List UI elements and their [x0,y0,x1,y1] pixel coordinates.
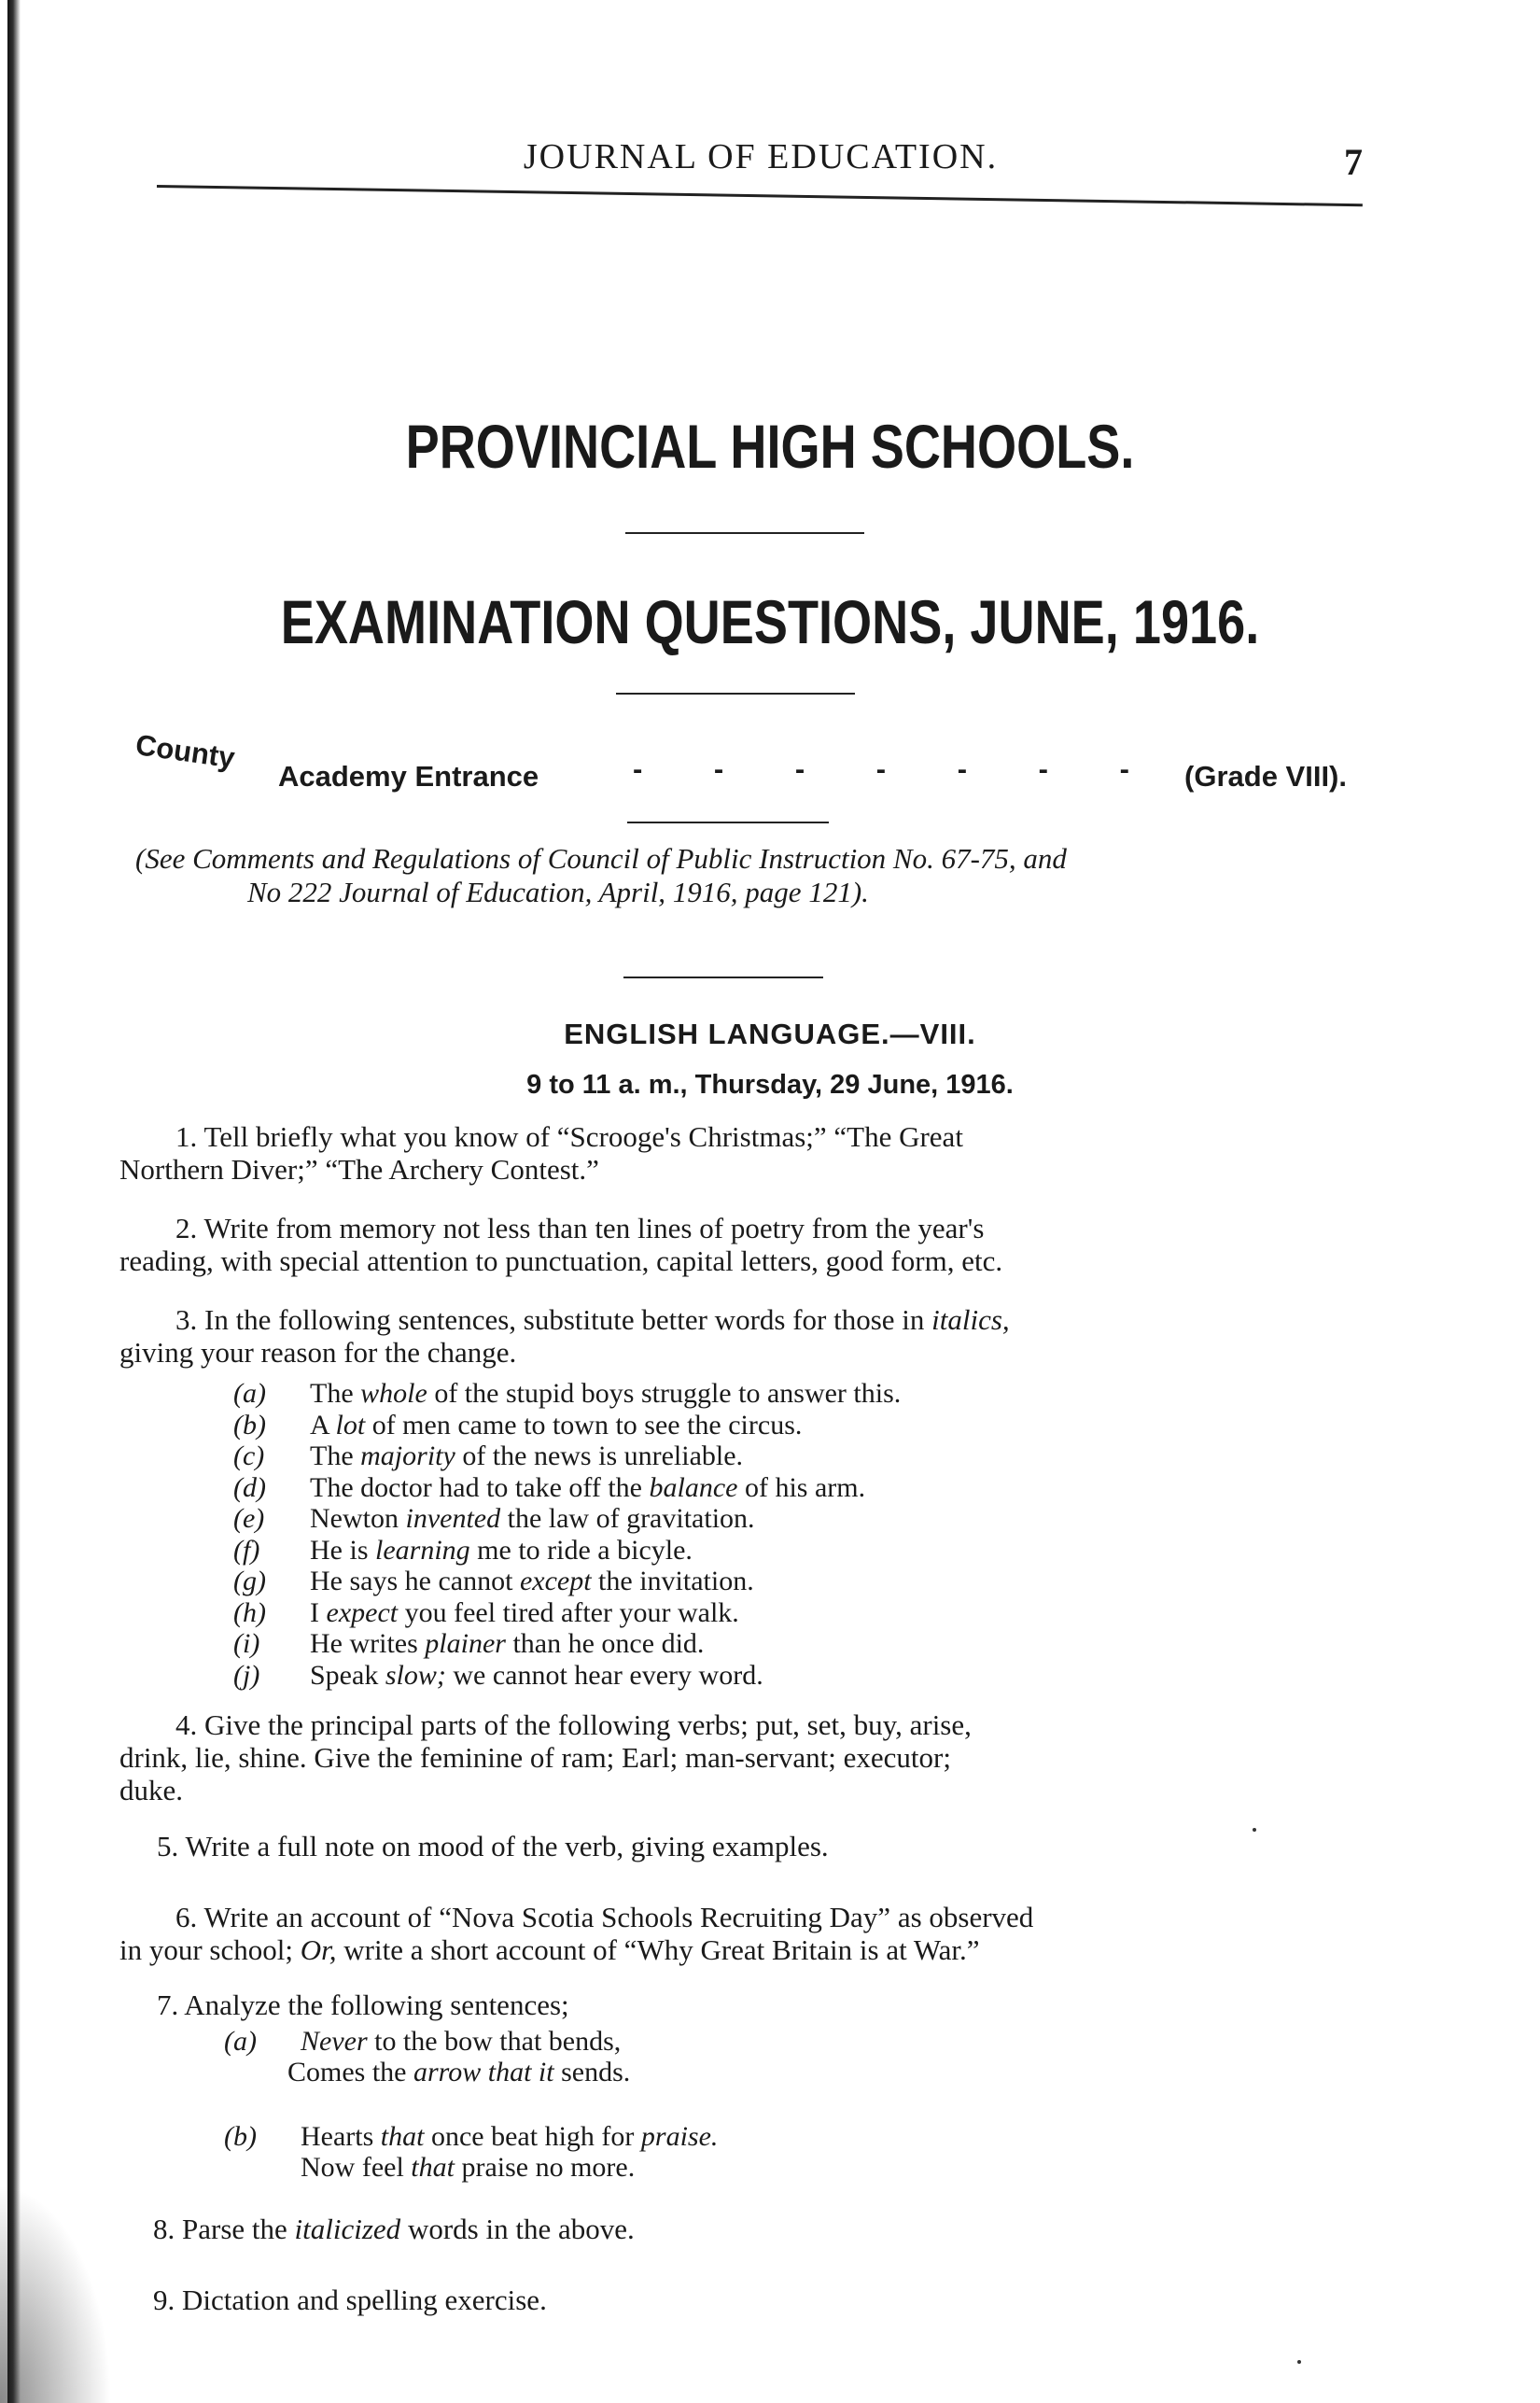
verse-line [224,2121,1251,2152]
question-text: write a short account of “Why Great Britain is at War.” [336,1933,980,1966]
verse-line [224,2057,1251,2087]
sentence-item [233,1566,1260,1596]
item-text: I [310,1596,327,1628]
divider-rule [616,693,855,695]
italic-word: majority [360,1440,455,1471]
sentence-item [233,1535,1260,1566]
question-3 [119,1303,1344,1369]
item-letter: (c) [233,1440,265,1471]
italic-word: Or, [300,1933,337,1966]
question-line [119,2213,1344,2245]
item-text: of the news is unreliable. [455,1440,744,1471]
question-text: in your school; [119,1933,301,1966]
item-text: the invitation. [591,1566,754,1596]
dot-leader: - - - - - - - [633,752,1161,785]
grade-label-entrance: Academy Entrance [278,760,539,793]
item-letter: (b) [233,1409,266,1440]
subject-heading: ENGLISH LANGUAGE.—VIII. [564,1018,976,1050]
item-text: the law of gravitation. [500,1503,755,1534]
question-line: 6. Write an account of “Nova Scotia Schools Recruiting Day” as observed [175,1901,1034,1933]
sentence-item [233,1503,1260,1534]
question-line [119,2284,1344,2316]
item-letter: (d) [233,1471,266,1503]
grade-value: (Grade VIII). [1184,760,1347,793]
item-text: you feel tired after your walk. [398,1596,739,1628]
item-letter: (i) [233,1628,260,1659]
question-1 [119,1120,1344,1186]
page-title: PROVINCIAL HIGH SCHOOLS. [405,412,1135,481]
item-letter: (e) [233,1503,265,1534]
exam-time: 9 to 11 a. m., Thursday, 29 June, 1916. [526,1070,1014,1100]
print-speck [1253,1828,1256,1832]
item-text: of men came to town to see the circus. [365,1409,803,1440]
italic-word: learning [375,1534,470,1566]
item-text: than he once did. [505,1628,705,1659]
sentence-item [233,1472,1260,1503]
page-binding-edge [7,0,21,2403]
question-line: drink, lie, shine. Give the feminine of ram; Earl; man-servant; executor; [119,1741,951,1774]
item-text: The [310,1440,361,1471]
regulations-note [135,842,1344,909]
item-letter: (h) [233,1596,266,1628]
question-number: 8. [153,2213,175,2245]
sentence-item [233,1660,1260,1691]
italic-word: balance [649,1471,738,1503]
item-text: Newton [310,1503,406,1534]
italic-word: whole [360,1378,427,1409]
verse-text: sends. [553,2057,631,2087]
item-text: Speak [310,1659,385,1691]
header-rule [157,185,1363,206]
question-4 [119,1708,1344,1806]
question-number: 9. [153,2284,175,2316]
item-text: He writes [310,1628,426,1659]
question-line: 4. Give the principal parts of the following verbs; put, set, buy, arise, [175,1708,972,1741]
question-line [119,1933,1344,1966]
item-letter: (a) [233,1378,266,1409]
sentence-b [224,2121,1251,2183]
page-number: 7 [1344,141,1363,183]
verse-text: to the bow that bends, [367,2026,622,2057]
italic-word: italicized [294,2213,401,2245]
item-letter: (j) [233,1659,260,1691]
sentence-item [233,1628,1260,1659]
print-speck [1297,2360,1301,2364]
verse-text: Comes the [287,2057,413,2087]
question-6 [119,1901,1344,1966]
item-text: of the stupid boys struggle to answer this. [427,1378,902,1409]
note-line: No 222 Journal of Education, April, 1916, page 121). [247,876,869,908]
question-2 [119,1212,1344,1277]
item-letter: (a) [224,2026,257,2057]
page-corner-shadow [0,2185,112,2403]
question-line [119,1830,1344,1862]
italic-word: that [380,2121,425,2152]
question-line: 1. Tell briefly what you know of “Scrooge's Christmas;” “The Great [175,1120,963,1153]
italic-word: expect [326,1596,399,1628]
item-text: The [310,1378,361,1409]
question-line: reading, with special attention to punctuation, capital letters, good form, etc. [119,1244,1003,1277]
divider-rule [627,822,829,823]
verse-text: once beat high for [424,2121,641,2152]
question-text: words in the above. [400,2213,635,2245]
question-text: Parse the [182,2213,295,2245]
question-line: Northern Diver;” “The Archery Contest.” [119,1153,599,1186]
item-text: of his arm. [737,1471,866,1503]
divider-rule [623,977,823,978]
italic-word: that [411,2152,455,2183]
question-line: giving your reason for the change. [119,1336,517,1369]
italic-word: plainer [425,1628,506,1659]
verse-text: Now feel [301,2152,412,2183]
question-text: Dictation and spelling exercise. [182,2284,547,2316]
sentence-a [224,2026,1251,2087]
question-line: 2. Write from memory not less than ten lines of poetry from the year's [175,1212,985,1244]
verse-text: Hearts [301,2121,381,2152]
question-line [119,1303,1344,1336]
italic-word: slow; [385,1659,446,1691]
grade-line [133,728,1347,793]
item-letter: (g) [233,1566,266,1596]
verse-text: praise no more. [454,2152,636,2183]
italic-word: Never [301,2026,368,2057]
verse-line [224,2152,1251,2183]
sentence-item [233,1440,1260,1471]
item-text: The doctor had to take off the [310,1471,650,1503]
italic-word: arrow that it [413,2057,554,2087]
question-8 [119,2213,1344,2245]
question-line: duke. [119,1774,184,1806]
grade-label-county: County [133,728,237,775]
item-text: me to ride a bicyle. [469,1534,693,1566]
item-letter: (f) [233,1534,260,1566]
question-number: 5. [157,1830,179,1862]
question-9 [119,2284,1344,2316]
italic-word: except [519,1566,592,1596]
note-line: (See Comments and Regulations of Council of Public Instruction No. 67-75, and [135,842,1067,875]
question-text: 3. In the following sentences, substitute better words for those in [175,1303,932,1336]
running-head: JOURNAL OF EDUCATION. [523,137,999,176]
exam-title: EXAMINATION QUESTIONS, JUNE, 1916. [280,587,1260,656]
item-text: He is [310,1534,375,1566]
italic-word: invented [405,1503,501,1534]
question-line [119,1988,1344,2021]
sentence-item [233,1410,1260,1440]
item-text: we cannot hear every word. [445,1659,763,1691]
divider-rule [625,532,864,534]
sentence-item [233,1597,1260,1628]
question-number: 7. [157,1988,179,2021]
question-text: Analyze the following sentences; [184,1988,569,2021]
italic-word: lot [335,1409,366,1440]
item-letter: (b) [224,2121,257,2152]
verse-line [224,2026,1251,2057]
italic-word: italics, [931,1303,1010,1336]
item-text: He says he cannot [310,1566,520,1596]
sentence-item [233,1378,1260,1409]
question-7 [119,1988,1344,2021]
question-text: Write a full note on mood of the verb, giving examples. [185,1830,829,1862]
item-text: A [310,1409,336,1440]
italic-word: praise. [640,2121,719,2152]
question-5 [119,1830,1344,1862]
